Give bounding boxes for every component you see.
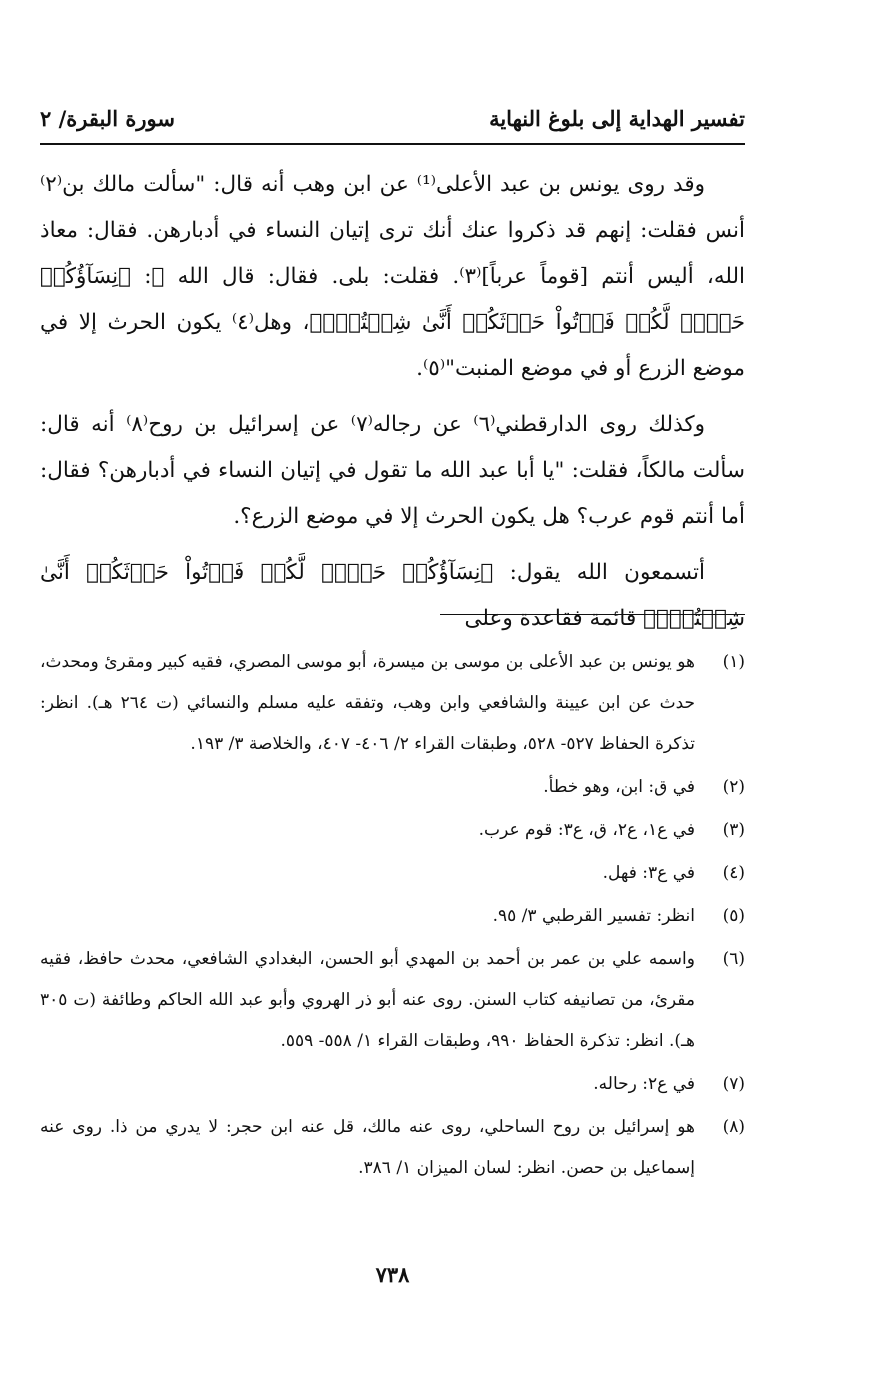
footnote-4 (40, 853, 745, 894)
main-text (40, 162, 745, 652)
footnote-text: في ع٢: رحاله. (593, 1074, 695, 1094)
footnote-number: (٥) (722, 906, 745, 926)
footnote-number: (٧) (722, 1074, 745, 1094)
surah-title: سورة البقرة/ ٢ (40, 105, 175, 131)
footnote-5 (40, 896, 745, 937)
footnote-text: في ع٣: فهل. (602, 863, 695, 883)
footnote-1 (40, 642, 745, 765)
footnote-2 (40, 767, 745, 808)
footnote-3 (40, 810, 745, 851)
running-header (40, 98, 745, 138)
book-title: تفسير الهداية إلى بلوغ النهاية (489, 105, 745, 131)
footnote-6 (40, 939, 745, 1062)
footnote-text: في ع١، ع٢، ق، ع٣: قوم عرب. (478, 820, 695, 840)
header-divider (40, 143, 745, 145)
footnote-number: (٦) (722, 949, 745, 969)
footnote-text: هو إسرائيل بن روح الساحلي، روى عنه مالك، قل عنه ابن حجر: لا يدري من ذا. روى عنه إسماعيل بن حصن. انظر: لسان الميزان ١/ ٣٨٦. (40, 1117, 695, 1178)
paragraph-3: أتسمعون الله يقول: ﴿نِسَآؤُكُمۡ حَرۡثٞ لَّكُمۡ فَأۡتُواْ حَرۡثَكُمۡ أَنَّىٰ شِئۡتُمۡۖ﴾ قائمة فقاعدة وعلى (40, 560, 745, 631)
footnote-text: هو يونس بن عبد الأعلى بن موسى بن ميسرة، أبو موسى المصري، فقيه كبير ومقرئ ومحدث، حدث عن ابن عيينة والشافعي وابن وهب، وتفقه عليه مسلم والنسائي (ت ٢٦٤ هـ). انظر: تذكرة الحفاظ ٥٢٧- ٥٢٨، وطبقات القراء ٢/ ٤٠٦- ٤٠٧، والخلاصة ٣/ ١٩٣. (40, 652, 695, 754)
paragraph-1: وقد روى يونس بن عبد الأعلى⁽¹⁾ عن ابن وهب أنه قال: "سألت مالك بن⁽٢⁾ أنس فقلت: إنهم قد ذكروا عنك أنك ترى إتيان النساء في أدبارهن. فقال: معاذ الله، أليس أنتم [قوماً عرباً]⁽٣⁾. فقلت: بلى. فقال: قال الله ﷻ: ﴿نِسَآؤُكُمۡ حَرۡثٞ لَّكُمۡ فَأۡتُواْ حَرۡثَكُمۡ أَنَّىٰ شِئۡتُمۡۖ﴾، وهل⁽٤⁾ يكون الحرث إلا في موضع الزرع أو في موضع المنبت"⁽٥⁾. (40, 172, 746, 381)
footnote-8 (40, 1107, 745, 1189)
footnote-number: (١) (722, 652, 745, 672)
footnotes (40, 642, 745, 1191)
page-number: ٧٣٨ (375, 1262, 410, 1287)
footnote-text: واسمه علي بن عمر بن أحمد بن المهدي أبو الحسن، البغدادي الشافعي، محدث حافظ، فقيه مقرئ، من تصانيفه كتاب السنن. روى عنه أبو ذر الهروي وأبو عبد الله الحاكم وطائفة (ت ٣٠٥ هـ). انظر: تذكرة الحفاظ ٩٩٠، وطبقات القراء ١/ ٥٥٨- ٥٥٩. (40, 949, 695, 1051)
footnote-divider (440, 614, 745, 615)
footnote-number: (٢) (722, 777, 745, 797)
footnote-7 (40, 1064, 745, 1105)
footnote-text: في ق: ابن، وهو خطأ. (543, 777, 695, 797)
paragraph-2: وكذلك روى الدارقطني⁽٦⁾ عن رجاله⁽٧⁾ عن إسرائيل بن روح⁽٨⁾ أنه قال: سألت مالكاً، فقلت: "يا أبا عبد الله ما تقول في إتيان النساء في أدبارهن؟ فقال: أما أنتم قوم عرب؟ هل يكون الحرث إلا في موضع الزرع؟. (40, 412, 745, 529)
footnote-text: انظر: تفسير القرطبي ٣/ ٩٥. (492, 906, 695, 926)
footnote-number: (٣) (722, 820, 745, 840)
book-page (40, 0, 745, 1380)
footnote-number: (٨) (722, 1117, 745, 1137)
footnote-number: (٤) (722, 863, 745, 883)
